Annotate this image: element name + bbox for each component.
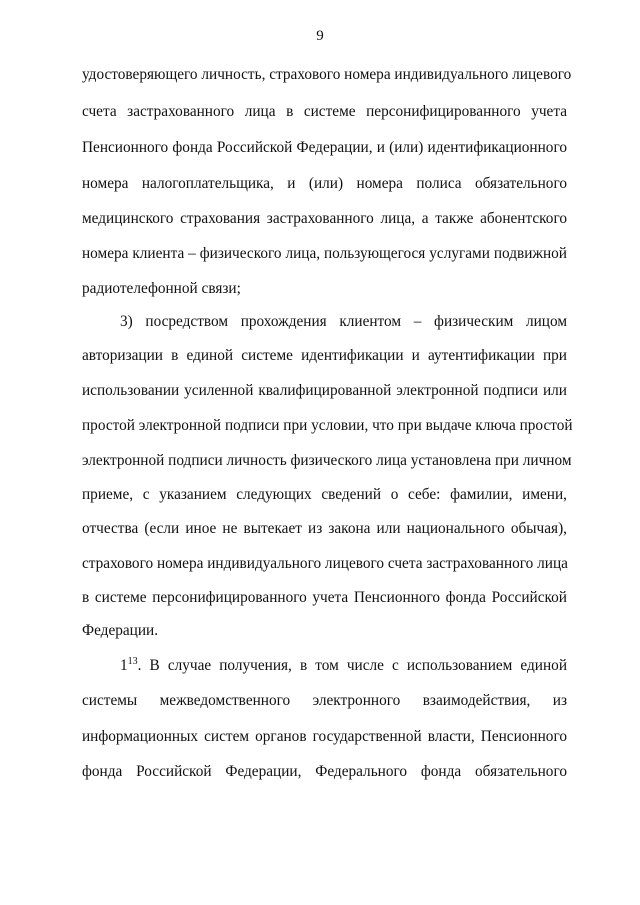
text-line: номера клиента – физического лица, пользующегося услугами подвижной	[82, 245, 567, 262]
text-line: отчества (если иное не вытекает из закона или национального обычая),	[82, 520, 567, 537]
text-line: информационных систем органов государственной власти, Пенсионного	[82, 728, 567, 745]
text-line: Федерации.	[82, 622, 159, 639]
text-line: фонда Российской Федерации, Федерального фонда обязательного	[82, 763, 567, 780]
page-number: 9	[316, 28, 324, 44]
text-line: счета застрахованного лица в системе персонифицированного учета	[82, 103, 567, 120]
text-line: Пенсионного фонда Российской Федерации, и (или) идентификационного	[82, 139, 567, 156]
text-line: медицинского страхования застрахованного лица, а также абонентского	[82, 210, 567, 227]
text-line: авторизации в единой системе идентификации и аутентификации при	[82, 347, 567, 364]
item-text: . В случае получения, в том числе с использованием единой	[137, 657, 567, 674]
text-line: радиотелефонной связи;	[82, 280, 241, 297]
text-line: системы межведомственного электронного взаимодействия, из	[82, 692, 567, 709]
item-1-13-first-line	[120, 655, 567, 677]
text-line: простой электронной подписи при условии, что при выдаче ключа простой	[82, 417, 573, 434]
item-superscript: 13	[127, 656, 138, 667]
text-line: приеме, с указанием следующих сведений о себе: фамилии, имени,	[82, 486, 567, 503]
text-line: в системе персонифицированного учета Пенсионного фонда Российской	[82, 589, 567, 606]
text-line: использовании усиленной квалифицированной электронной подписи или	[82, 382, 567, 399]
text-line: электронной подписи личность физического лица установлена при личном	[82, 452, 572, 469]
text-line: 3) посредством прохождения клиентом – физическим лицом	[120, 313, 567, 330]
text-line: удостоверяющего личность, страхового номера индивидуального лицевого	[82, 66, 572, 83]
text-line: страхового номера индивидуального лицевого счета застрахованного лица	[82, 555, 568, 572]
text-line: номера налогоплательщика, и (или) номера полиса обязательного	[82, 175, 567, 192]
item-number: 1	[120, 657, 128, 674]
